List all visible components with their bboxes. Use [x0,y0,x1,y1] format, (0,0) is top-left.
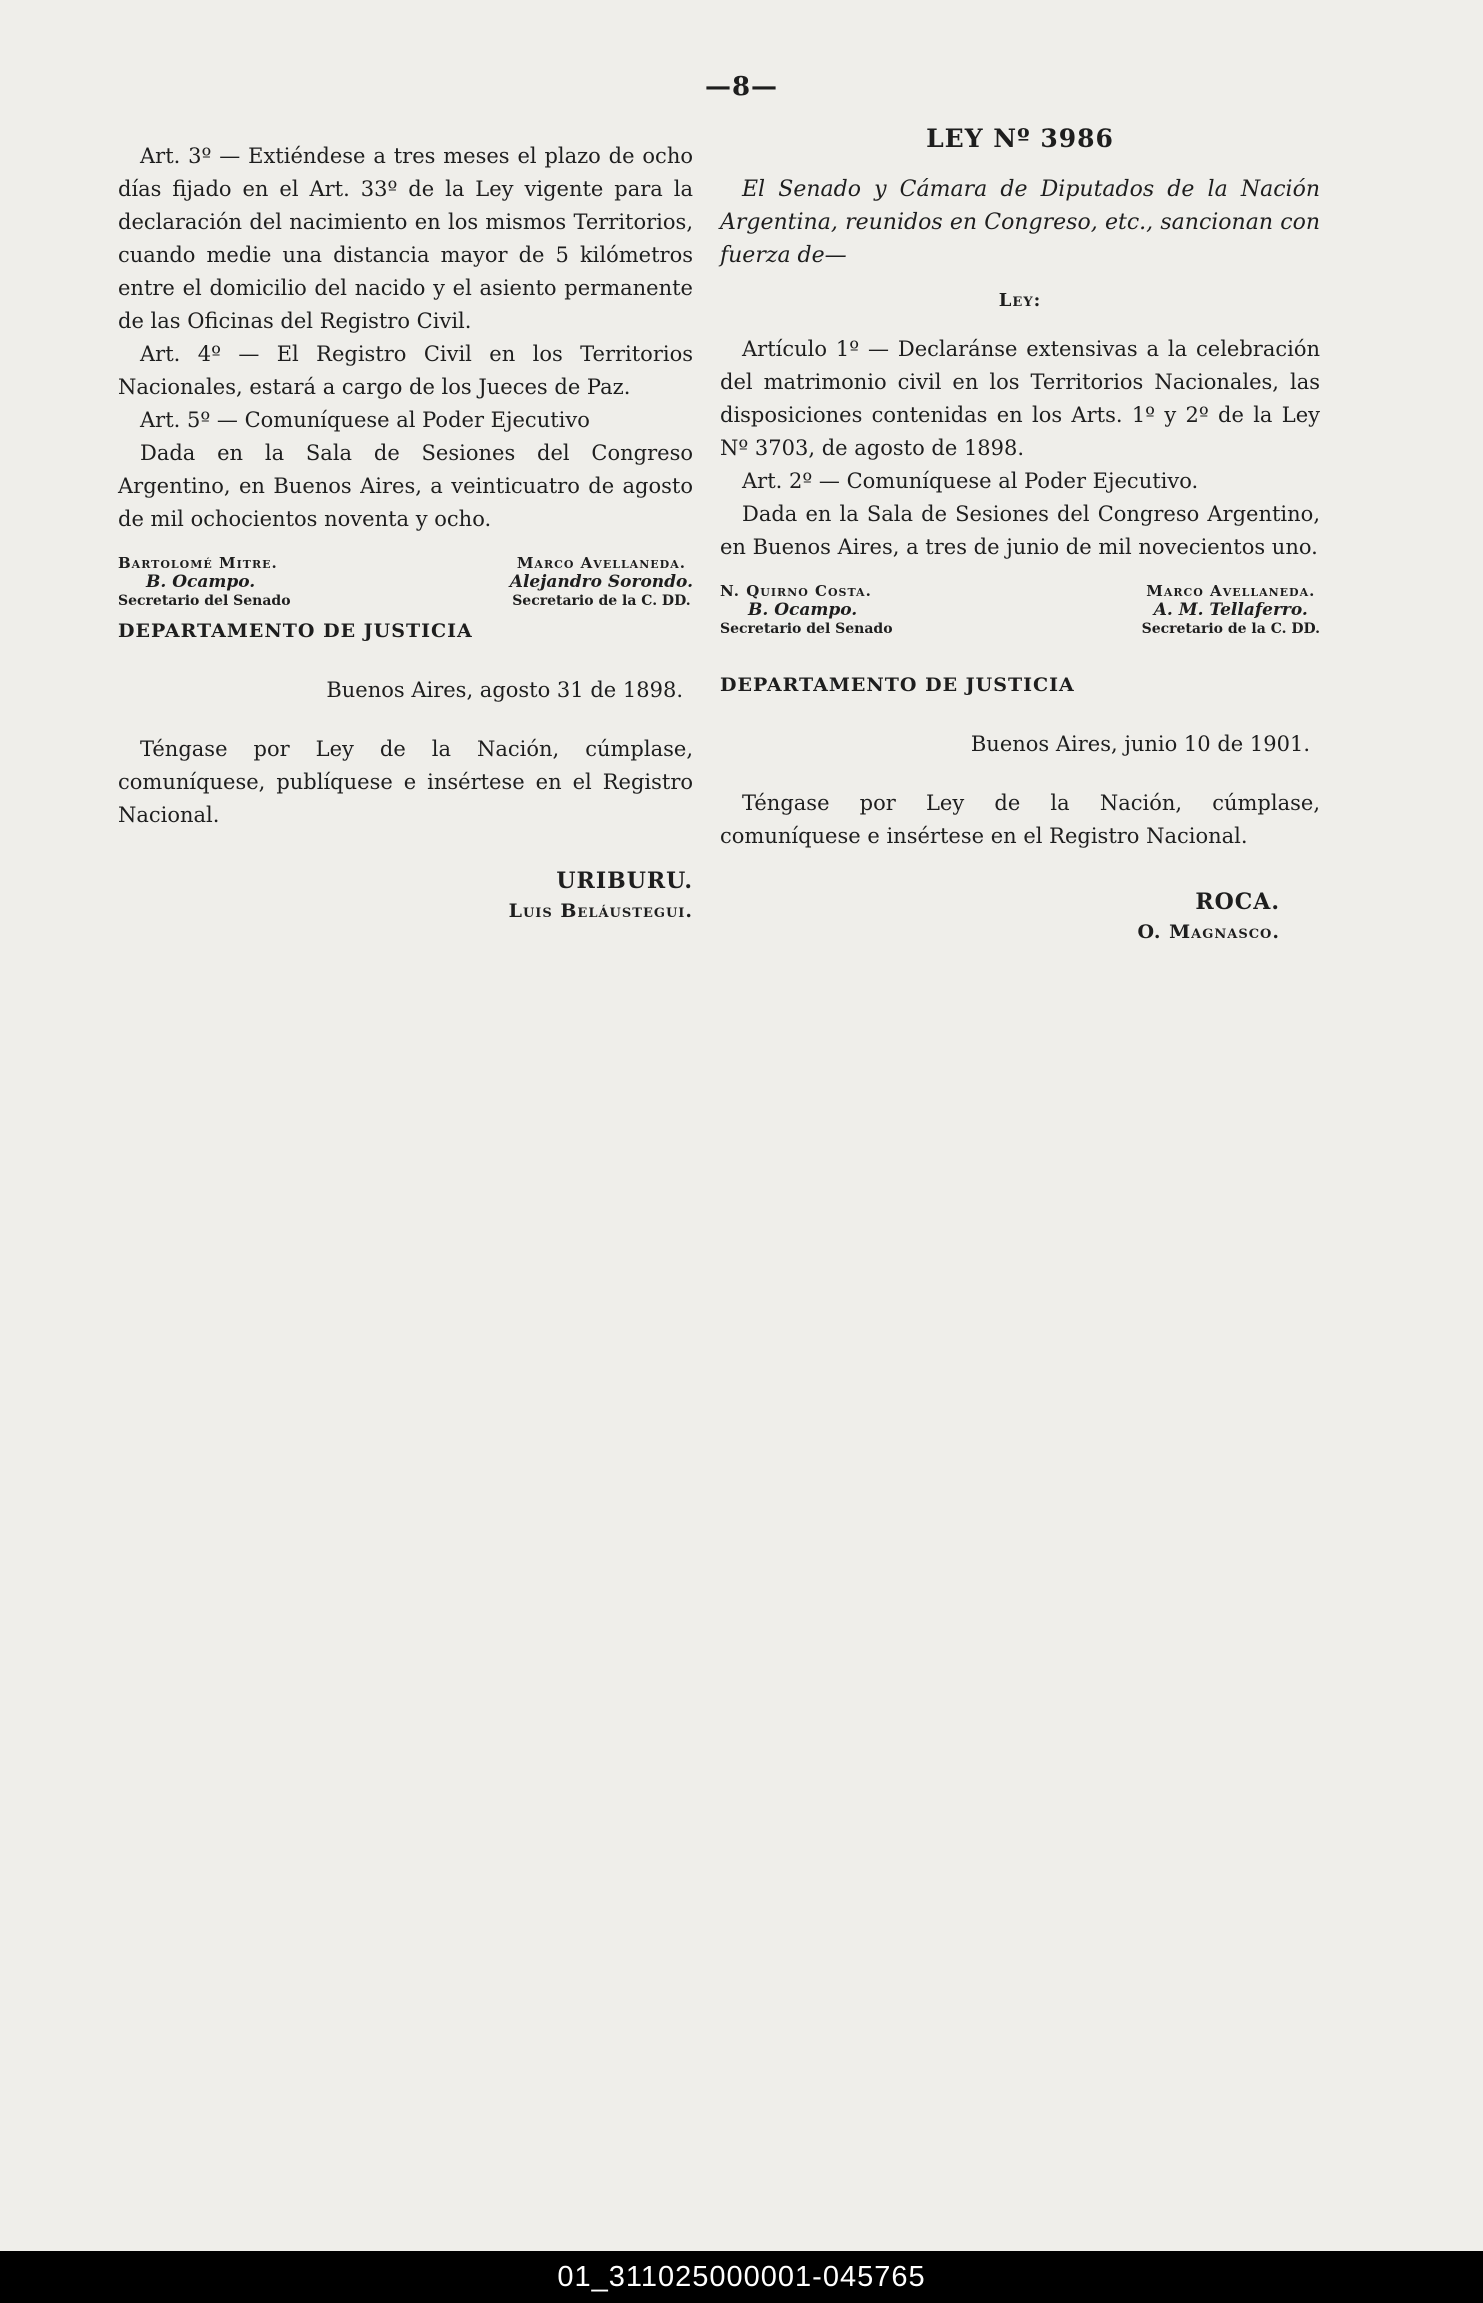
signature-block [118,554,693,611]
given-clause: Dada en la Sala de Sesiones del Congreso Argentino, en Buenos Aires, a tres de junio de mil novecientos uno. [720,502,1320,559]
chamber-signature [1142,582,1320,639]
executive-signature [118,866,693,926]
department-heading: DEPARTAMENTO DE JUSTICIA [118,620,473,642]
article-4: Art. 4º — El Registro Civil en los Territorios Nacionales, estará a cargo de los Jueces de Paz. [118,342,693,399]
secretary-name: Alejandro Sorondo. [509,572,693,592]
secretary-name: B. Ocampo. [146,572,256,592]
decree-date: Buenos Aires, agosto 31 de 1898. [326,678,683,702]
closing-text: Téngase por Ley de la Nación, cúmplase, comuníquese e insértese en el Registro Nacional. [720,791,1320,848]
president-name: ROCA. [1195,889,1280,915]
secretary-name: B. Ocampo. [748,600,858,620]
minister-name: O. Magnasco. [1137,921,1280,943]
article-5: Art. 5º — Comuníquese al Poder Ejecutivo [140,408,590,432]
senate-signature [720,582,893,639]
signer-name: Marco Avellaneda. [516,554,686,572]
executive-signature [720,887,1320,947]
closing-text: Téngase por Ley de la Nación, cúmplase, comuníquese, publíquese e insértese en el Registro Nacional. [118,737,693,827]
secretary-role: Secretario de la C. DD. [512,593,691,609]
senate-signature [118,554,291,611]
ley-label: Ley: [998,290,1042,311]
chamber-signature [510,554,693,611]
preamble: El Senado y Cámara de Diputados de la Nación Argentina, reunidos en Congreso, etc., sancionan con fuerza de— [720,177,1320,268]
article-2: Art. 2º — Comuníquese al Poder Ejecutivo. [742,469,1199,493]
department-heading: DEPARTAMENTO DE JUSTICIA [720,674,1075,696]
president-name: URIBURU. [556,868,693,894]
article-1: Artículo 1º — Declaránse extensivas a la celebración del matrimonio civil en los Territorios Nacionales, las disposiciones contenidas en los Arts. 1º y 2º de la Ley Nº 3703, de agosto de 1898. [720,337,1320,460]
decree-date: Buenos Aires, junio 10 de 1901. [970,732,1310,756]
signer-name: N. Quirno Costa. [720,582,872,600]
signer-name: Marco Avellaneda. [1146,582,1316,600]
law-title: LEY Nº 3986 [926,124,1114,153]
secretary-role: Secretario del Senado [118,593,291,609]
secretary-role: Secretario del Senado [720,621,893,637]
right-column [720,122,1320,947]
signature-block [720,582,1320,639]
secretary-role: Secretario de la C. DD. [1141,621,1320,637]
signer-name: Bartolomé Mitre. [118,554,278,572]
secretary-name: A. M. Tellaferro. [1153,600,1308,620]
left-column [118,140,693,926]
article-3: Art. 3º — Extiéndese a tres meses el plazo de ocho días fijado en el Art. 33º de la Ley vigente para la declaración del nacimiento en los mismos Territorios, cuando medie una distancia mayor de 5 kilómetros entre el domicilio del nacido y el asiento permanente de las Oficinas del Registro Civil. [118,144,693,333]
minister-name: Luis Beláustegui. [508,900,693,922]
document-id-bar: 01_311025000001-045765 [0,2251,1483,2303]
given-clause: Dada en la Sala de Sesiones del Congreso Argentino, en Buenos Aires, a veinticuatro de agosto de mil ochocientos noventa y ocho. [118,441,693,531]
page-number: —8— [704,72,779,102]
